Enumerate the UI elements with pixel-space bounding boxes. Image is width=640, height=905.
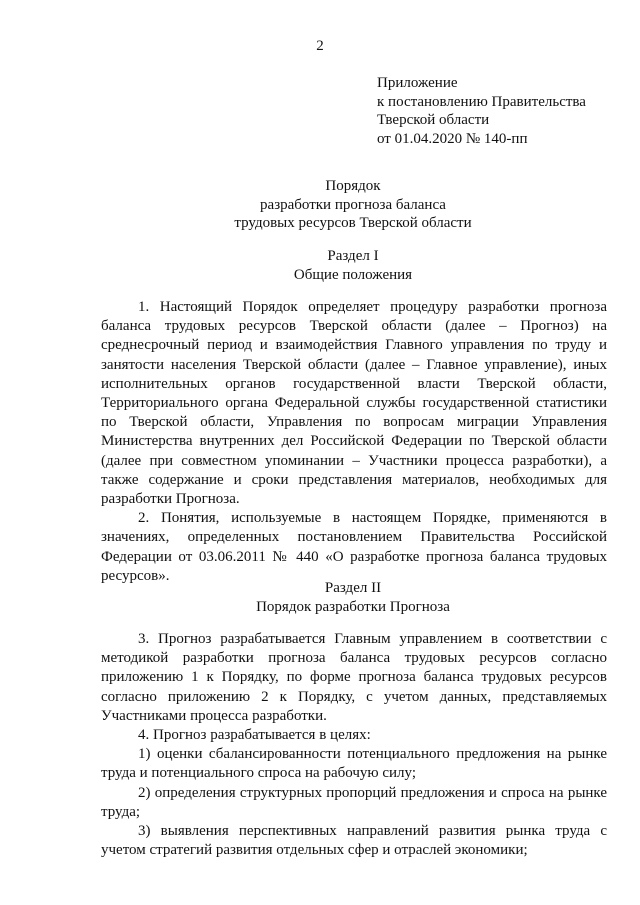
paragraph: 1. Настоящий Порядок определяет процедуру разработки прогноза баланса трудовых ресурсов Тверской области (далее – Прогноз) на среднесрочный период и взаимодействия Главного управления по труду и занятости населения Тверской области (далее – Главное управление), иных исполнительных органов государственной власти Тверской области, Территориального органа Федеральной службы государственной статистики по Тверской области, Управления по вопросам миграции Управления Министерства внутренних дел Российской Федерации по Тверской области (далее при совместном упоминании – Участники процесса разработки), а также содержание и сроки представления материалов, необходимых для разработки Прогноза.: [101, 299, 607, 508]
list-item: 2) определения структурных пропорций предложения и спроса на рынке труда;: [101, 784, 607, 820]
page-number: 2: [316, 38, 324, 54]
section-1-body: [101, 298, 607, 586]
paragraph: 2. Понятия, используемые в настоящем Порядке, применяются в значениях, определенных постановлением Правительства Российской Федерации от 03.06.2011 № 440 «О разработке прогноза баланса трудовых ресурсов».: [101, 510, 607, 584]
section-title: Порядок разработки Прогноза: [256, 598, 450, 615]
title-line: Порядок: [325, 178, 381, 194]
annex-block: [377, 74, 586, 148]
section-1-heading: [0, 247, 640, 284]
section-2-body: [101, 630, 607, 860]
title-line: трудовых ресурсов Тверской области: [234, 215, 472, 232]
paragraph: 3. Прогноз разрабатывается Главным управлением в соответствии с методикой разработки прогноза баланса трудовых ресурсов согласно приложению 1 к Порядку, по форме прогноза баланса трудовых ресурсов согласно приложению 2 к Порядку, с учетом данных, представляемых Участниками процесса разработки.: [101, 631, 607, 724]
annex-date-line: от 01.04.2020 № 140-пп: [377, 130, 528, 147]
section-title: Общие положения: [293, 266, 413, 283]
section-number: Раздел I: [327, 248, 379, 264]
annex-line: Приложение: [377, 75, 458, 91]
annex-line: к постановлению Правительства: [377, 93, 586, 110]
section-2-heading: [0, 579, 640, 616]
list-item: 1) оценки сбалансированности потенциального предложения на рынке труда и потенциального спроса на рабочую силу;: [101, 746, 607, 782]
title-line: разработки прогноза баланса: [260, 196, 446, 213]
paragraph: 4. Прогноз разрабатывается в целях:: [138, 727, 371, 744]
annex-line: Тверской области: [377, 112, 490, 129]
document-title: [0, 177, 640, 233]
section-number: Раздел II: [324, 580, 382, 596]
list-item: 3) выявления перспективных направлений развития рынка труда с учетом стратегий развития отдельных сфер и отраслей экономики;: [101, 823, 607, 859]
